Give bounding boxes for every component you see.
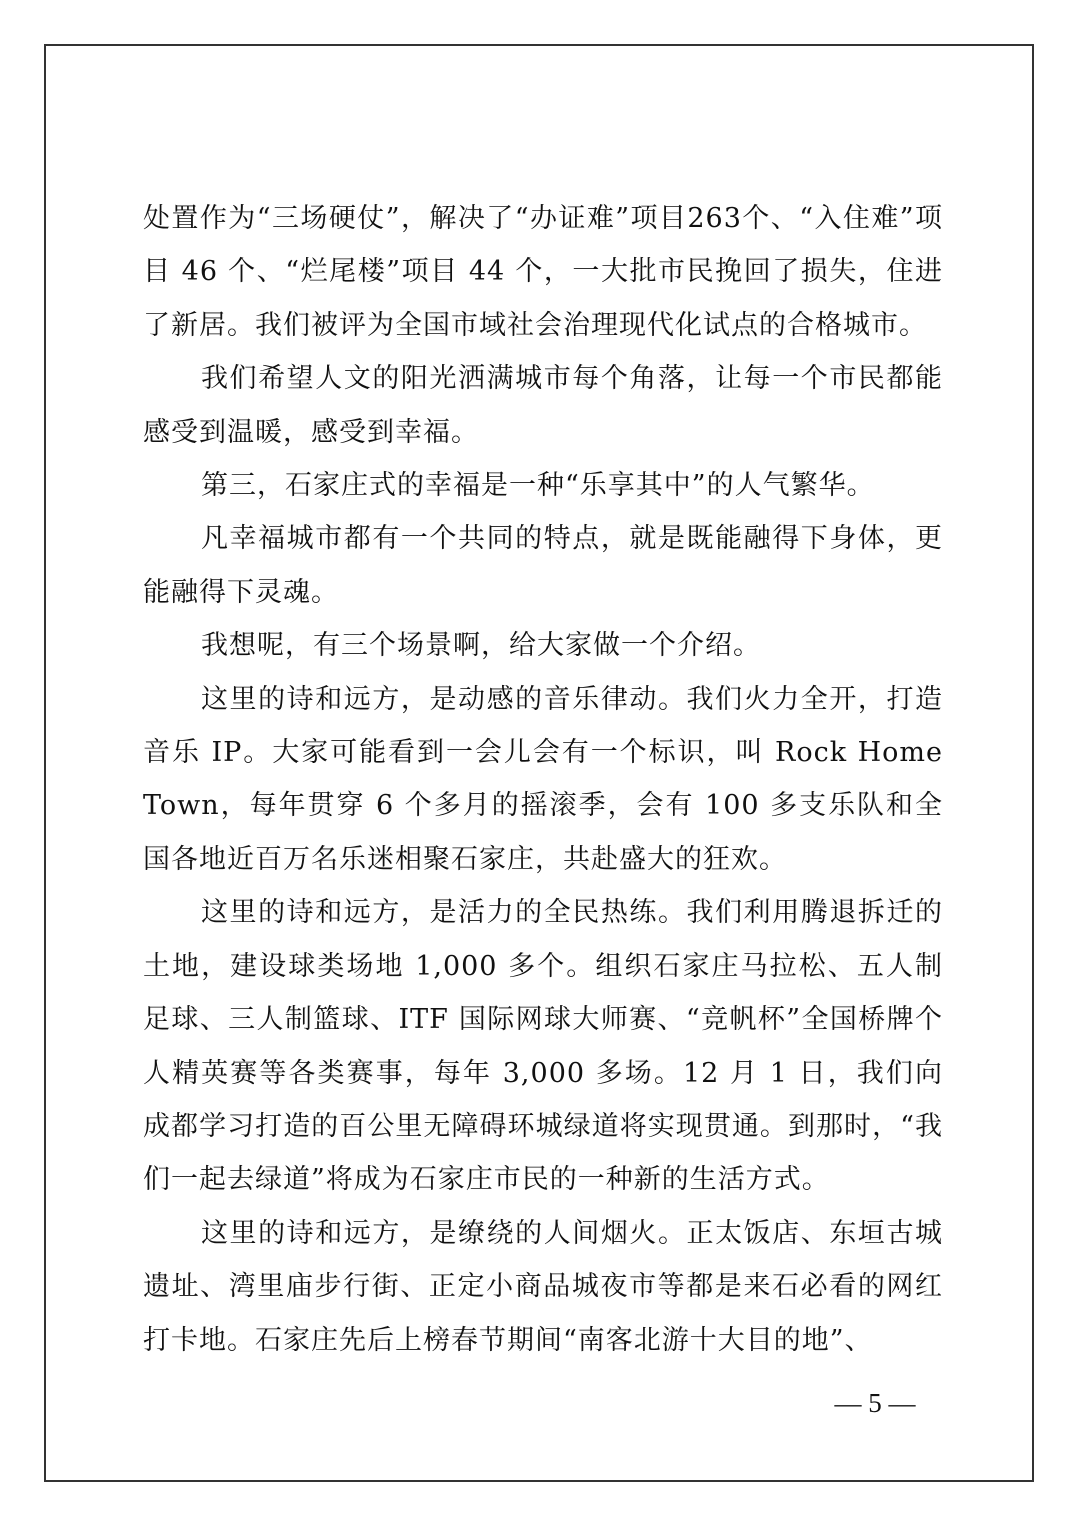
paragraph: 这里的诗和远方，是动感的音乐律动。我们火力全开，打造音乐 IP。大家可能看到一会儿会有一个标识，叫 Rock Home Town，每年贯穿 6 个多月的摇滚季，会有 100 多支乐队和全国各地近百万名乐迷相聚石家庄，共赴盛大的狂欢。 [143,683,943,875]
paragraph: 我想呢，有三个场景啊，给大家做一个介绍。 [201,630,761,662]
paragraph: 处置作为“三场硬仗”，解决了“办证难”项目263个、“入住难”项目 46 个、“烂尾楼”项目 44 个，一大批市民挽回了损失，住进了新居。我们被评为全国市域社会治理现代化试点的合格城市。 [143,203,943,341]
document-body [143,192,943,1367]
paragraph: 我们希望人文的阳光洒满城市每个角落，让每一个市民都能感受到温暖，感受到幸福。 [143,363,943,448]
paragraph: 这里的诗和远方，是活力的全民热练。我们利用腾退拆迁的土地，建设球类场地 1,000 多个。组织石家庄马拉松、五人制足球、三人制篮球、ITF 国际网球大师赛、“竞帆杯”全国桥牌个人精英赛等各类赛事，每年 3,000 多场。12 月 1 日，我们向成都学习打造的百公里无障碍环城绿道将实现贯通。到那时，“我们一起去绿道”将成为石家庄市民的一种新的生活方式。 [143,897,943,1196]
paragraph: 凡幸福城市都有一个共同的特点，就是既能融得下身体，更能融得下灵魂。 [143,523,943,608]
paragraph: 第三，石家庄式的幸福是一种“乐享其中”的人气繁华。 [201,470,875,502]
page-number: — 5 — [834,1388,916,1418]
paragraph: 这里的诗和远方，是缭绕的人间烟火。正太饭店、东垣古城遗址、湾里庙步行街、正定小商品城夜市等都是来石必看的网红打卡地。石家庄先后上榜春节期间“南客北游十大目的地”、 [143,1217,943,1356]
